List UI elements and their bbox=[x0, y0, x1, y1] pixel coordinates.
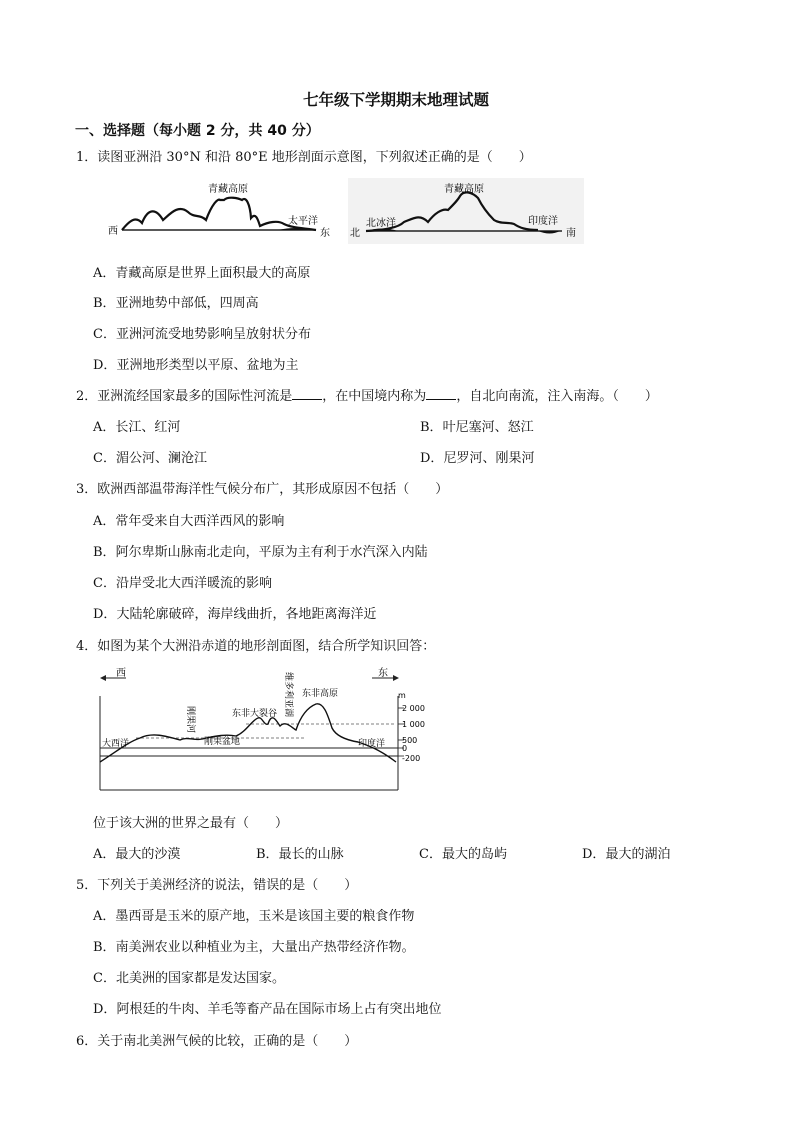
tick-label: -200 bbox=[402, 754, 421, 763]
q5-option-d[interactable] bbox=[93, 998, 441, 1017]
profile-80e bbox=[348, 178, 584, 244]
question-text-part3: ，自北向南流，注入南海。（ ） bbox=[456, 389, 658, 404]
option-label: B． bbox=[93, 940, 116, 955]
question-3-stem bbox=[76, 478, 448, 497]
option-text: 长江、红河 bbox=[115, 420, 181, 435]
west-label: 西 bbox=[108, 226, 118, 237]
option-text: 湄公河、澜沧江 bbox=[115, 451, 207, 466]
tick-label: 2 000 bbox=[402, 704, 425, 713]
question-number: 6． bbox=[76, 1034, 98, 1049]
option-label: B． bbox=[420, 420, 443, 435]
question-5-stem bbox=[76, 874, 357, 893]
option-text: 亚洲河流受地势影响呈放射状分布 bbox=[115, 327, 311, 342]
q3-option-b[interactable] bbox=[93, 541, 428, 560]
section-heading: 一、选择题（每小题 2 分，共 40 分） bbox=[75, 123, 320, 139]
option-label: D． bbox=[93, 607, 117, 622]
south-label: 南 bbox=[566, 228, 576, 239]
unit-label: m bbox=[398, 691, 406, 700]
option-text: 最长的山脉 bbox=[278, 847, 344, 862]
tick-label: 0 bbox=[402, 744, 408, 753]
question-text: 关于南北美洲气候的比较，正确的是（ ） bbox=[97, 1034, 358, 1049]
option-label: C． bbox=[93, 971, 116, 986]
option-text: 亚洲地势中部低，四周高 bbox=[115, 296, 259, 311]
q1-option-c[interactable] bbox=[93, 323, 311, 342]
question-text: 如图为某个大洲沿赤道的地形剖面图，结合所学知识回答： bbox=[97, 639, 436, 654]
rift-valley-label: 东非大裂谷 bbox=[232, 709, 278, 719]
q4-option-a[interactable] bbox=[93, 843, 180, 862]
q1-option-a[interactable] bbox=[93, 262, 310, 281]
option-text: 青藏高原是世界上面积最大的高原 bbox=[115, 266, 311, 281]
question-number: 5． bbox=[76, 878, 98, 893]
question-number: 1． bbox=[76, 150, 98, 165]
option-text: 大陆轮廓破碎，海岸线曲折，各地距离海洋近 bbox=[116, 607, 377, 622]
lake-victoria-label: 维多利亚湖 bbox=[283, 672, 293, 718]
option-label: C． bbox=[93, 327, 116, 342]
option-text: 阿尔卑斯山脉南北走向，平原为主有利于水汽深入内陆 bbox=[115, 545, 428, 560]
direction-arrows bbox=[100, 666, 399, 681]
q4-option-b[interactable] bbox=[256, 843, 344, 862]
option-text: 最大的湖泊 bbox=[605, 847, 671, 862]
q1-option-d[interactable] bbox=[93, 354, 298, 373]
east-direction: 东 bbox=[378, 668, 388, 679]
option-label: D． bbox=[93, 358, 117, 373]
option-text: 南美洲农业以种植业为主，大量出产热带经济作物。 bbox=[115, 940, 415, 955]
option-label: B． bbox=[93, 545, 116, 560]
option-text: 叶尼塞河、怒江 bbox=[442, 420, 534, 435]
option-text: 阿根廷的牛肉、羊毛等畜产品在国际市场上占有突出地位 bbox=[116, 1002, 442, 1017]
east-africa-plateau-label: 东非高原 bbox=[302, 689, 339, 699]
option-label: A． bbox=[93, 420, 116, 435]
option-label: C． bbox=[93, 451, 116, 466]
option-text: 亚洲地形类型以平原、盆地为主 bbox=[116, 358, 299, 373]
pacific-label: 太平洋 bbox=[288, 216, 318, 227]
option-text: 沿岸受北大西洋暖流的影响 bbox=[115, 576, 272, 591]
tick-label: 500 bbox=[402, 736, 418, 745]
option-label: C． bbox=[419, 847, 442, 862]
option-label: A． bbox=[93, 909, 116, 924]
q3-option-c[interactable] bbox=[93, 572, 272, 591]
east-label: 东 bbox=[320, 228, 330, 239]
question-text: 欧洲西部温带海洋性气候分布广，其形成原因不包括（ ） bbox=[97, 482, 449, 497]
question-4-stem bbox=[76, 635, 435, 654]
option-label: C． bbox=[93, 576, 116, 591]
q3-option-a[interactable] bbox=[93, 510, 284, 529]
tick-label: 1 000 bbox=[402, 720, 425, 729]
arctic-label: 北冰洋 bbox=[366, 218, 396, 229]
north-label: 北 bbox=[350, 228, 360, 239]
profile-30n bbox=[108, 182, 330, 239]
q2-option-b[interactable] bbox=[420, 416, 534, 435]
question-text-part1: 亚洲流经国家最多的国际性河流是 bbox=[97, 389, 293, 404]
question-4-subquestion: 位于该大洲的世界之最有（ ） bbox=[93, 816, 289, 831]
indian-ocean-label: 印度洋 bbox=[528, 216, 558, 227]
q2-option-d[interactable] bbox=[420, 447, 534, 466]
option-label: A． bbox=[93, 847, 116, 862]
question-1-stem bbox=[76, 146, 532, 165]
question-text-part2: ，在中国境内称为 bbox=[322, 389, 427, 404]
q5-option-c[interactable] bbox=[93, 967, 285, 986]
option-text: 尼罗河、刚果河 bbox=[443, 451, 535, 466]
option-label: A． bbox=[93, 266, 116, 281]
q4-option-c[interactable] bbox=[419, 843, 507, 862]
option-label: B． bbox=[93, 296, 116, 311]
option-text: 最大的沙漠 bbox=[115, 847, 181, 862]
peak-label-right: 青藏高原 bbox=[444, 184, 484, 195]
west-direction: 西 bbox=[116, 668, 126, 679]
q5-option-b[interactable] bbox=[93, 936, 415, 955]
africa-equator-profile-figure bbox=[96, 666, 432, 796]
question-number: 3． bbox=[76, 482, 98, 497]
congo-basin-label: 刚果盆地 bbox=[204, 737, 241, 747]
congo-river-label: 刚果河 bbox=[185, 706, 195, 734]
q1-option-b[interactable] bbox=[93, 292, 259, 311]
q3-option-d[interactable] bbox=[93, 603, 376, 622]
option-label: D． bbox=[93, 1002, 117, 1017]
q4-option-d[interactable] bbox=[582, 843, 670, 862]
page-title: 七年级下学期期末地理试题 bbox=[303, 91, 490, 109]
question-2-stem bbox=[76, 385, 658, 404]
q5-option-a[interactable] bbox=[93, 905, 414, 924]
peak-label-left: 青藏高原 bbox=[208, 184, 248, 195]
option-label: A． bbox=[93, 514, 116, 529]
question-text: 读图亚洲沿 30°N 和沿 80°E 地形剖面示意图，下列叙述正确的是（ ） bbox=[97, 150, 532, 165]
indian-ocean-label: 印度洋 bbox=[358, 739, 386, 749]
option-label: D． bbox=[420, 451, 444, 466]
answer-blank[interactable] bbox=[426, 388, 456, 400]
q2-option-a[interactable] bbox=[93, 416, 180, 435]
answer-blank[interactable] bbox=[292, 388, 322, 400]
question-6-stem bbox=[76, 1030, 357, 1049]
atlantic-label: 大西洋 bbox=[102, 739, 130, 749]
option-label: D． bbox=[582, 847, 606, 862]
q2-option-c[interactable] bbox=[93, 447, 207, 466]
asia-profile-figure bbox=[108, 178, 584, 244]
option-text: 墨西哥是玉米的原产地，玉米是该国主要的粮食作物 bbox=[115, 909, 415, 924]
question-number: 4． bbox=[76, 639, 98, 654]
option-text: 常年受来自大西洋西风的影响 bbox=[115, 514, 285, 529]
option-text: 北美洲的国家都是发达国家。 bbox=[115, 971, 285, 986]
question-text: 下列关于美洲经济的说法，错误的是（ ） bbox=[97, 878, 358, 893]
question-number: 2． bbox=[76, 389, 98, 404]
option-label: B． bbox=[256, 847, 279, 862]
option-text: 最大的岛屿 bbox=[441, 847, 507, 862]
